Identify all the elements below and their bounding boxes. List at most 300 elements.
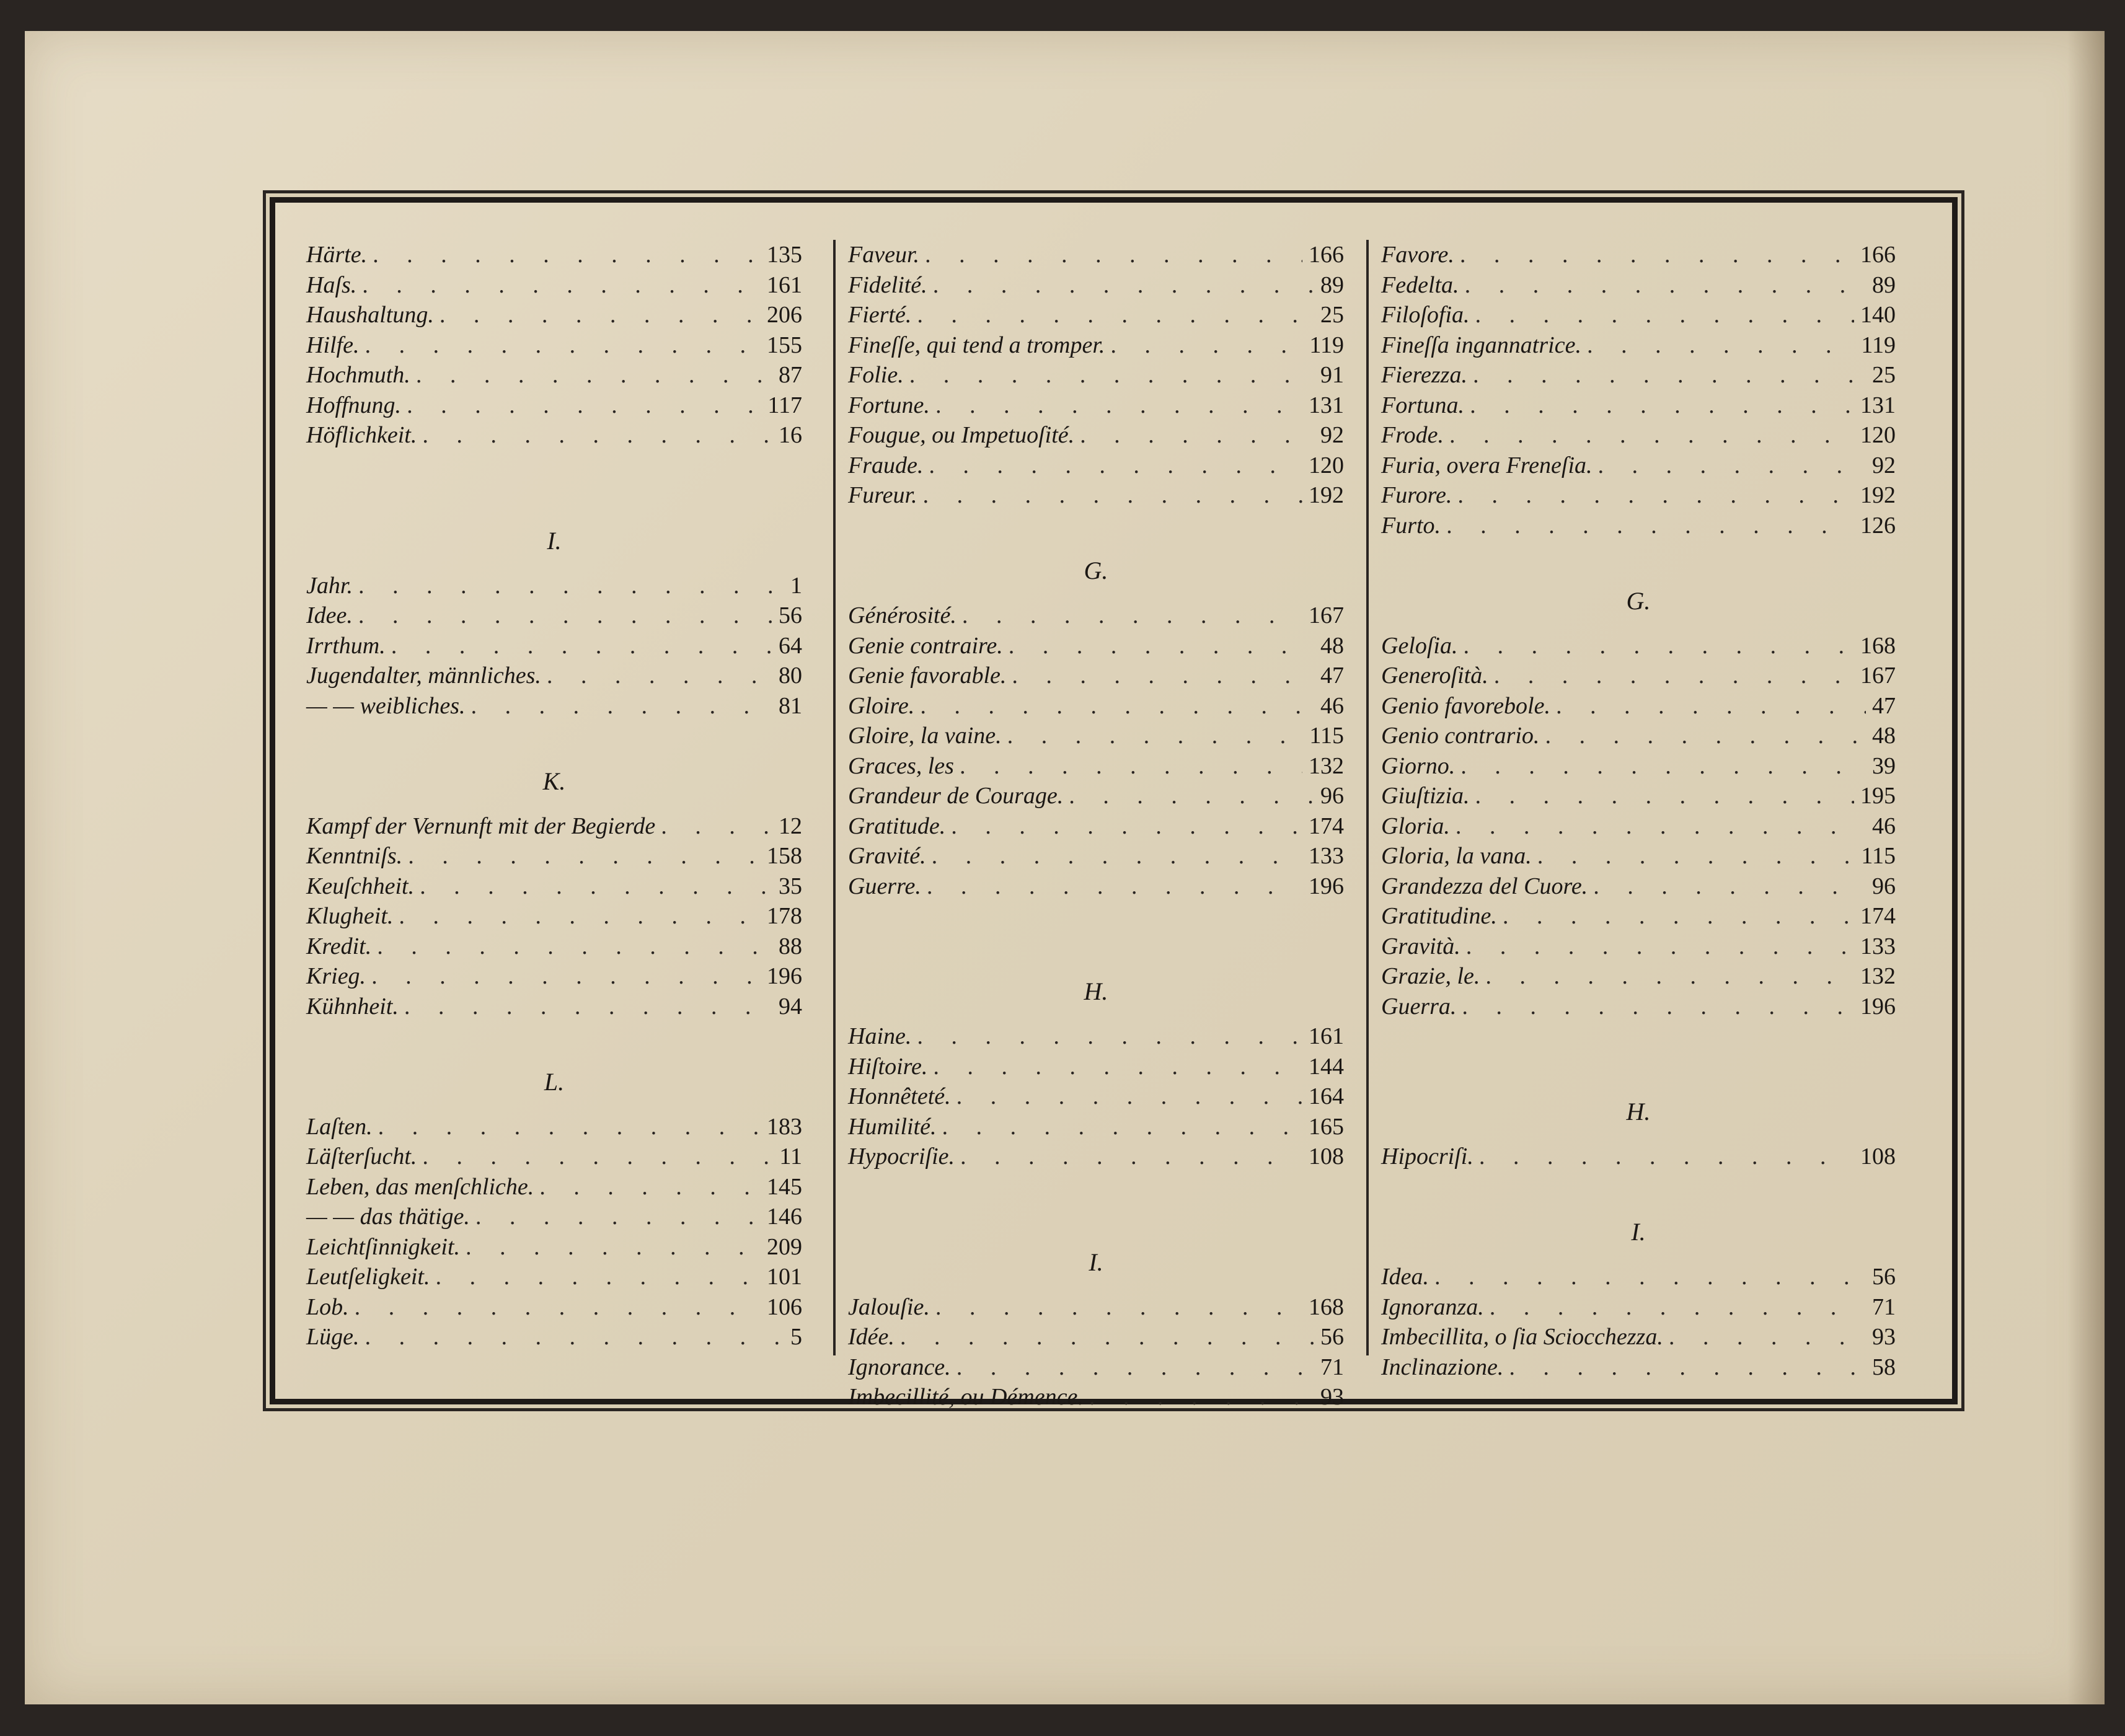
dot-leader [1470,390,1854,421]
entry-term: Frode. [1381,422,1444,448]
index-entry [1381,451,1896,481]
spacer [848,1172,1344,1232]
entry-page-number: 146 [767,1204,802,1230]
entry-term: Genie favorable. [848,663,1007,689]
dot-leader [372,961,761,992]
dot-leader [547,661,772,691]
entry-page-number: 161 [767,271,802,298]
entry-term: Genio favorebole. [1381,692,1550,719]
index-entry [306,841,802,871]
dot-leader [952,811,1302,842]
entry-term: Gloria, la vana. [1381,843,1532,869]
index-entry [306,1172,802,1202]
dot-leader [1476,300,1855,330]
index-entry [848,721,1344,751]
index-entry [306,360,802,390]
index-entry [1381,420,1896,451]
entry-page-number: 119 [1861,332,1896,358]
dot-leader [540,1172,761,1202]
entry-term: Fineſſe, qui tend a tromper. [848,332,1105,358]
index-entry [306,631,802,661]
dot-leader [1456,811,1866,842]
entry-term: Gravité. [848,843,926,869]
entry-term: Jugendalter, männliches. [306,663,541,689]
entry-page-number: 56 [1872,1264,1896,1290]
entry-term: Generoſità. [1381,663,1488,689]
index-entry [848,270,1344,301]
index-entry [1381,360,1896,390]
entry-page-number: 115 [1861,843,1896,869]
entry-page-number: 192 [1860,482,1896,508]
section-letter-heading: L. [544,1067,565,1096]
index-entry [1381,300,1896,330]
index-entry [848,781,1344,811]
entry-term: Kühnheit. [306,993,399,1020]
dot-leader [960,751,1302,782]
index-entry [848,1292,1344,1323]
spacer [848,511,1344,541]
entry-term: Krieg. [306,963,366,989]
dot-leader [917,1021,1302,1052]
index-entry [1381,480,1896,511]
entry-term: Klugheit. [306,903,394,929]
entry-page-number: 167 [1860,663,1896,689]
dot-leader [963,601,1302,631]
spacer [306,1021,802,1052]
index-entry [306,811,802,842]
dot-leader [1480,1142,1854,1172]
index-entry [1381,1322,1896,1352]
index-entry [306,932,802,962]
entry-page-number: 196 [1860,993,1896,1020]
entry-term: Fierezza. [1381,362,1467,388]
dot-leader [934,1052,1302,1082]
index-entry [1381,661,1896,691]
index-entry [306,571,802,601]
index-entry [848,330,1344,361]
dot-leader [1435,1262,1866,1292]
dot-leader [1461,751,1866,782]
entry-term: Guerre. [848,873,921,899]
entry-term: Hiſtoire. [848,1053,928,1080]
dot-leader [417,360,772,390]
dot-leader [1594,871,1866,902]
entry-term: Hochmuth. [306,362,410,388]
entry-term: Honnêteté. [848,1083,951,1109]
entry-term: Hilfe. [306,332,360,358]
entry-term: Leutſeligkeit. [306,1264,430,1290]
entry-page-number: 11 [779,1143,802,1170]
index-entry [306,1322,802,1352]
index-entry [848,631,1344,661]
index-entry [306,1232,802,1262]
index-entry [306,1202,802,1232]
entry-page-number: 25 [1872,362,1896,388]
entry-page-number: 56 [779,602,802,628]
dot-leader [910,360,1314,390]
entry-page-number: 92 [1872,452,1896,478]
entry-page-number: 140 [1860,302,1896,328]
entry-term: Folie. [848,362,904,388]
dot-leader [423,420,772,451]
index-table-frame [270,197,1958,1410]
dot-leader [1462,992,1854,1022]
dot-leader [1465,270,1866,301]
dot-leader [901,1322,1314,1352]
entry-term: Giorno. [1381,752,1456,779]
entry-page-number: 35 [779,873,802,899]
entry-term: Furto. [1381,512,1441,539]
index-entry [848,480,1344,511]
entry-term: Grandeur de Courage. [848,783,1064,809]
index-entry [306,390,802,421]
index-entry [848,1352,1344,1383]
index-entry [1381,240,1896,270]
column-italian [1366,240,1896,1380]
entry-term: Inclinazione. [1381,1354,1504,1380]
index-entry [1381,1262,1896,1292]
entry-term: Lüge. [306,1324,360,1350]
dot-leader [373,240,761,270]
dot-leader [1008,721,1304,751]
dot-leader [1458,480,1854,511]
dot-leader [355,1292,761,1323]
index-entry [306,1142,802,1172]
entry-page-number: 133 [1860,933,1896,959]
entry-term: Furia, overa Freneſia. [1381,452,1593,478]
dot-leader [957,1352,1314,1383]
entry-page-number: 158 [767,843,802,869]
spacer [1381,1172,1896,1202]
dot-leader [1588,330,1855,361]
dot-leader [1509,1352,1866,1383]
entry-term: Fedelta. [1381,271,1459,298]
entry-page-number: 132 [1860,963,1896,989]
index-entry [848,841,1344,871]
dot-leader [929,451,1302,481]
dot-leader [1447,511,1854,541]
dot-leader [926,240,1302,270]
entry-page-number: 196 [1309,873,1344,899]
entry-term: Furore. [1381,482,1452,508]
dot-leader [1090,1382,1314,1412]
entry-term: — — weibliches. [306,692,466,719]
dot-leader [366,1322,785,1352]
dot-leader [363,270,761,301]
section-letter-heading: I. [547,526,562,555]
entry-term: Fierté. [848,302,912,328]
index-entry [848,1322,1344,1352]
entry-term: Grazie, le. [1381,963,1480,989]
index-entry [306,901,802,932]
dot-leader [365,330,761,361]
entry-page-number: 166 [1309,242,1344,268]
entry-page-number: 1 [790,572,802,599]
entry-page-number: 120 [1309,452,1344,478]
entry-page-number: 119 [1309,332,1344,358]
dot-leader [917,300,1314,330]
dot-leader [1545,721,1866,751]
index-entry [1381,270,1896,301]
entry-page-number: 196 [767,963,802,989]
dot-leader [927,871,1302,902]
dot-leader [1503,901,1854,932]
entry-page-number: 47 [1320,663,1344,689]
entry-page-number: 117 [767,392,802,418]
index-entry [848,751,1344,782]
index-entry [848,1382,1344,1412]
entry-term: Graces, les [848,752,954,779]
dot-leader [359,571,784,601]
index-entry [848,360,1344,390]
spacer [848,901,1344,961]
index-entry [1381,961,1896,992]
index-entry [848,1142,1344,1172]
entry-term: Keuſchheit. [306,873,415,899]
entry-term: Hipocriſi. [1381,1143,1473,1170]
index-entry [848,691,1344,721]
dot-leader [1467,932,1854,962]
entry-term: Kredit. [306,933,372,959]
entry-page-number: 71 [1872,1293,1896,1320]
dot-leader [961,1142,1302,1172]
entry-page-number: 96 [1872,873,1896,899]
index-entry [848,451,1344,481]
entry-page-number: 183 [767,1113,802,1140]
entry-term: Fortuna. [1381,392,1465,418]
entry-page-number: 108 [1309,1143,1344,1170]
entry-term: Leichtſinnigkeit. [306,1233,461,1260]
entry-term: Läſterſucht. [306,1143,417,1170]
entry-page-number: 164 [1309,1083,1344,1109]
section-letter-heading: H. [1084,977,1108,1005]
entry-term: Gloria. [1381,813,1450,839]
entry-page-number: 209 [767,1233,802,1260]
entry-term: Guerra. [1381,993,1457,1020]
index-entry [1381,1142,1896,1172]
entry-page-number: 46 [1872,813,1896,839]
entry-page-number: 46 [1320,692,1344,719]
index-entry [1381,721,1896,751]
index-entry [848,811,1344,842]
dot-leader [1476,781,1854,811]
entry-term: Fineſſa ingannatrice. [1381,332,1581,358]
section-letter-heading: G. [1084,557,1108,584]
entry-term: Faveur. [848,242,920,268]
entry-page-number: 178 [767,903,802,929]
index-entry [1381,901,1896,932]
spacer [306,451,802,511]
index-entry [306,240,802,270]
dot-leader [932,841,1302,871]
entry-term: Idée. [848,1324,895,1350]
index-entry [848,1052,1344,1082]
entry-term: Gratitude. [848,813,946,839]
entry-page-number: 165 [1309,1113,1344,1140]
index-entry [848,420,1344,451]
entry-page-number: 161 [1309,1023,1344,1049]
entry-term: Filoſofia. [1381,302,1470,328]
index-entry [1381,871,1896,902]
entry-page-number: 155 [767,332,802,358]
dot-leader [1495,661,1854,691]
entry-page-number: 167 [1309,602,1344,628]
entry-page-number: 106 [767,1293,802,1320]
entry-term: Ignorance. [848,1354,951,1380]
entry-page-number: 131 [1309,392,1344,418]
section-letter-heading: H. [1626,1098,1651,1126]
index-entry [848,1021,1344,1052]
entry-term: Haushaltung. [306,302,434,328]
section-letter-heading: I. [1089,1248,1103,1276]
page-edge-shadow [2067,31,2105,1704]
dot-leader [1473,360,1866,390]
index-entry [1381,631,1896,661]
dot-leader [436,1262,761,1292]
dot-leader [407,390,761,421]
dot-leader [392,631,772,661]
entry-page-number: 47 [1872,692,1896,719]
index-entry [306,330,802,361]
entry-page-number: 206 [767,302,802,328]
index-entry [306,1292,802,1323]
entry-term: Favore. [1381,242,1454,268]
entry-page-number: 145 [767,1173,802,1200]
entry-term: Fraude. [848,452,924,478]
dot-leader [1080,420,1314,451]
entry-page-number: 94 [779,993,802,1020]
entry-term: Grandezza del Cuore. [1381,873,1588,899]
dot-leader [379,1112,761,1142]
entry-page-number: 25 [1320,302,1344,328]
dot-leader [1069,781,1314,811]
entry-page-number: 5 [790,1324,802,1350]
entry-term: Idee. [306,602,353,628]
entry-term: Kampf der Vernunft mit der Begierde [306,813,656,839]
dot-leader [1460,240,1854,270]
entry-page-number: 91 [1320,362,1344,388]
entry-term: Kenntniſs. [306,843,403,869]
entry-page-number: 108 [1860,1143,1896,1170]
index-entry [306,300,802,330]
entry-page-number: 135 [767,242,802,268]
index-entry [1381,330,1896,361]
dot-leader [1486,961,1854,992]
entry-term: Imbecillita, o ſia Sciocchezza. [1381,1324,1663,1350]
entry-page-number: 48 [1872,723,1896,749]
dot-leader [405,992,772,1022]
entry-term: Humilité. [848,1113,937,1140]
entry-page-number: 168 [1309,1293,1344,1320]
dot-leader [957,1082,1302,1112]
entry-page-number: 87 [779,362,802,388]
dot-leader [440,300,761,330]
index-entry [848,871,1344,902]
index-entry [848,1112,1344,1142]
entry-term: Geloſia. [1381,632,1458,659]
entry-term: Imbecillité, ou Démence. [848,1384,1084,1410]
entry-term: Fougue, ou Impetuoſité. [848,422,1075,448]
entry-term: Fureur. [848,482,917,508]
dot-leader [378,932,772,962]
entry-page-number: 93 [1320,1384,1344,1410]
entry-term: Giuſtizia. [1381,783,1470,809]
dot-leader [942,1112,1302,1142]
dot-leader [423,1142,773,1172]
dot-leader [934,270,1314,301]
dot-leader [924,480,1302,511]
entry-page-number: 71 [1320,1354,1344,1380]
dot-leader [936,1292,1302,1323]
entry-term: Genie contraire. [848,632,1003,659]
entry-term: Härte. [306,242,368,268]
entry-term: Irrthum. [306,632,386,659]
dot-leader [471,691,772,721]
dot-leader [399,901,761,932]
entry-page-number: 12 [779,813,802,839]
index-entry [1381,511,1896,541]
entry-term: Ignoranza. [1381,1293,1484,1320]
entry-term: Jahr. [306,572,353,599]
entry-page-number: 39 [1872,752,1896,779]
dot-leader [1450,420,1854,451]
entry-page-number: 93 [1872,1324,1896,1350]
entry-page-number: 166 [1860,242,1896,268]
index-entry [1381,932,1896,962]
entry-page-number: 92 [1320,422,1344,448]
entry-term: Gloire. [848,692,915,719]
spacer [1381,540,1896,571]
index-entry [306,420,802,451]
entry-page-number: 174 [1309,813,1344,839]
dot-leader [359,601,772,631]
index-entry [306,961,802,992]
index-entry [306,992,802,1022]
index-entry [848,601,1344,631]
index-entry [1381,691,1896,721]
index-entry [848,1082,1344,1112]
index-entry [1381,781,1896,811]
entry-term: Laſten. [306,1113,373,1140]
dot-leader [1012,661,1314,691]
column-french [833,240,1344,1410]
section-letter-heading: K. [542,767,566,795]
entry-page-number: 132 [1309,752,1344,779]
entry-term: Höflichkeit. [306,422,417,448]
index-entry [306,270,802,301]
entry-term: Jalouſie. [848,1293,930,1320]
entry-page-number: 64 [779,632,802,659]
dot-leader [1111,330,1303,361]
entry-page-number: 133 [1309,843,1344,869]
dot-leader [1009,631,1314,661]
index-entry [1381,811,1896,842]
entry-page-number: 80 [779,663,802,689]
entry-term: Genio contrario. [1381,723,1540,749]
entry-term: Lob. [306,1293,349,1320]
dot-leader [466,1232,761,1262]
entry-term: Leben, das menſchliche. [306,1173,534,1200]
entry-page-number: 101 [767,1264,802,1290]
dot-leader [661,811,772,842]
entry-page-number: 195 [1860,783,1896,809]
entry-term: Générosité. [848,602,956,628]
entry-page-number: 131 [1860,392,1896,418]
entry-page-number: 89 [1320,271,1344,298]
entry-page-number: 126 [1860,512,1896,539]
entry-page-number: 88 [779,933,802,959]
section-letter-heading: G. [1626,586,1651,615]
